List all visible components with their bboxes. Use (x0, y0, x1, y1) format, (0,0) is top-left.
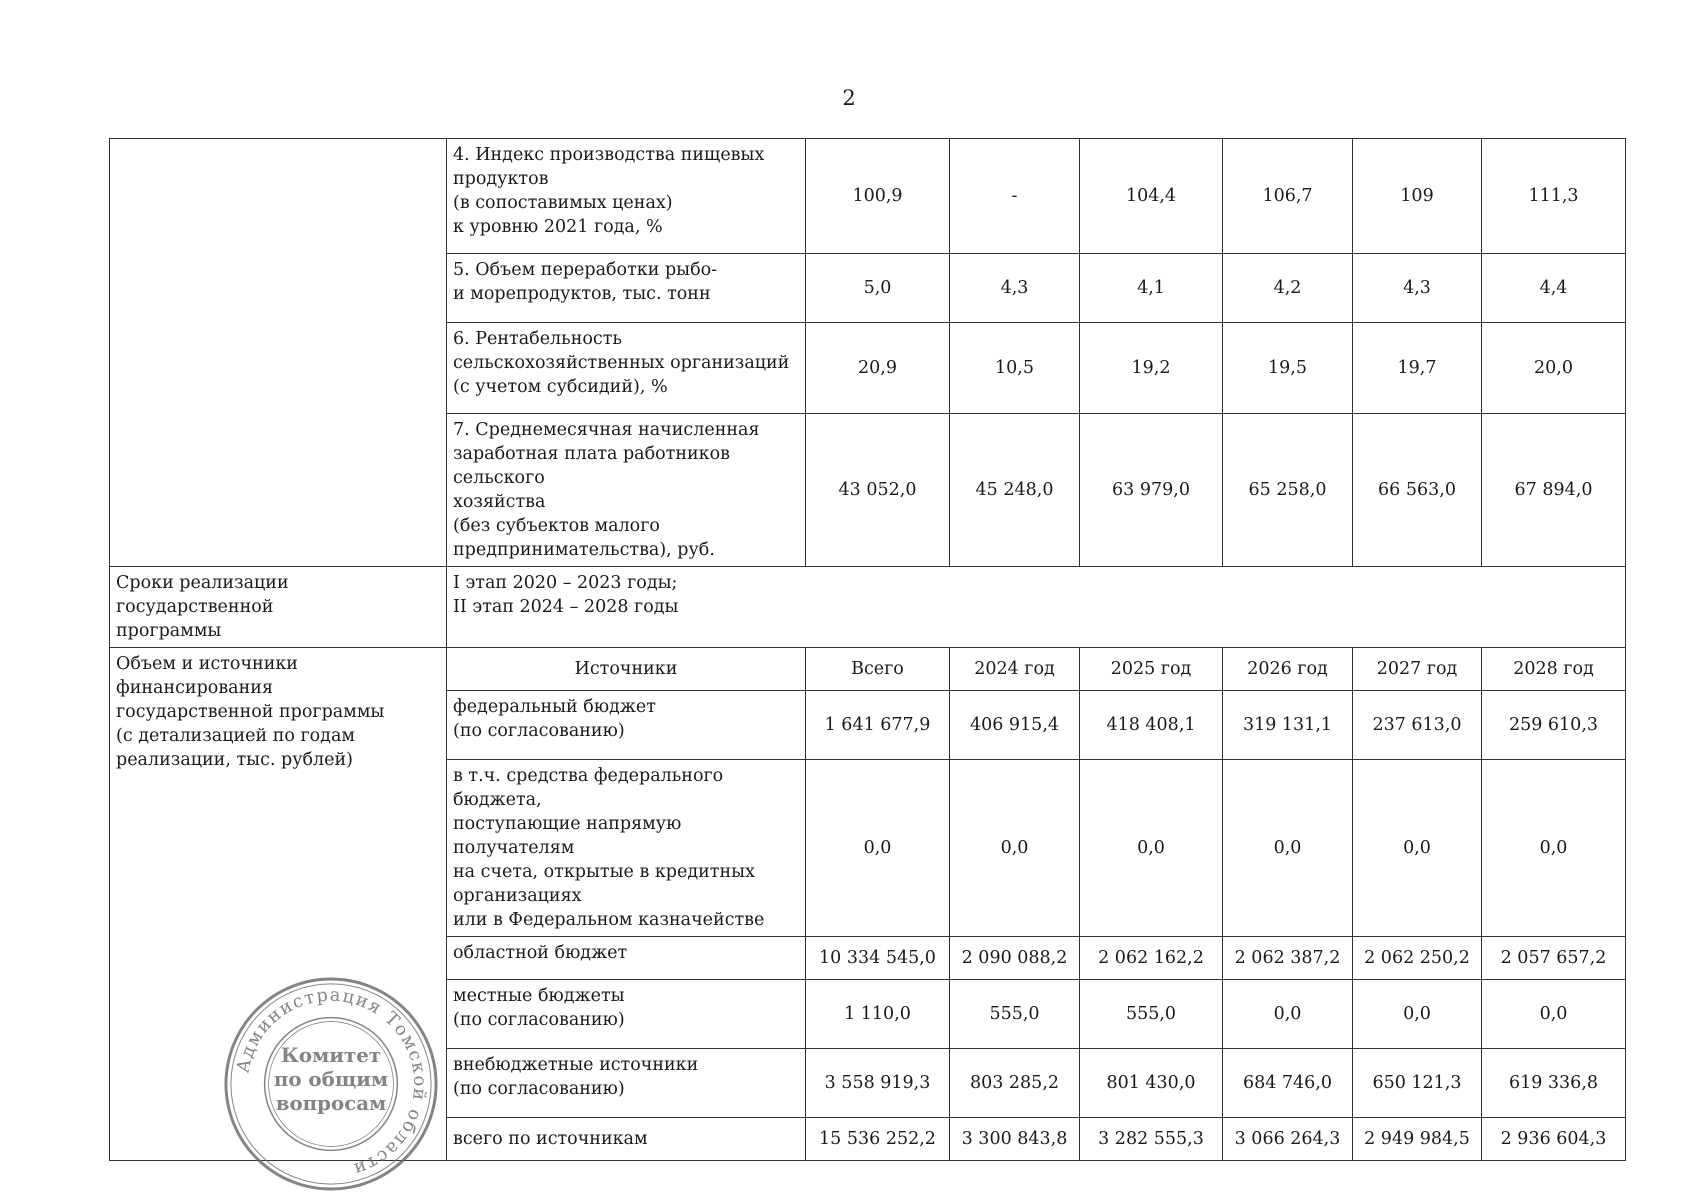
indicator-value: 4,3 (1353, 254, 1482, 323)
indicator-label: 5. Объем переработки рыбо- и морепродуктов, тыс. тонн (447, 254, 806, 323)
financing-value: 555,0 (950, 980, 1080, 1049)
indicator-value: 100,9 (806, 139, 950, 254)
indicator-value: 19,2 (1080, 323, 1223, 414)
indicator-value: 20,0 (1482, 323, 1626, 414)
indicators-empty-label (110, 139, 447, 567)
financing-value: 1 641 677,9 (806, 691, 950, 760)
indicator-value: 111,3 (1482, 139, 1626, 254)
indicator-value: 67 894,0 (1482, 414, 1626, 567)
source-label: областной бюджет (447, 937, 806, 980)
financing-value: 3 558 919,3 (806, 1049, 950, 1118)
page-number: 2 (842, 86, 856, 110)
column-header: Всего (806, 648, 950, 691)
indicator-label: 6. Рентабельность сельскохозяйственных организаций (с учетом субсидий), % (447, 323, 806, 414)
source-label: федеральный бюджет (по согласованию) (447, 691, 806, 760)
source-label: внебюджетные источники (по согласованию) (447, 1049, 806, 1118)
terms-row (110, 567, 1626, 648)
indicator-value: 4,4 (1482, 254, 1626, 323)
financing-value: 10 334 545,0 (806, 937, 950, 980)
terms-value: I этап 2020 – 2023 годы; II этап 2024 – 2028 годы (447, 567, 1626, 648)
financing-value: 3 066 264,3 (1223, 1118, 1353, 1161)
column-header: 2027 год (1353, 648, 1482, 691)
source-label: всего по источникам (447, 1118, 806, 1161)
financing-value: 555,0 (1080, 980, 1223, 1049)
financing-value: 0,0 (1482, 980, 1626, 1049)
financing-value: 259 610,3 (1482, 691, 1626, 760)
financing-value: 684 746,0 (1223, 1049, 1353, 1118)
financing-value: 803 285,2 (950, 1049, 1080, 1118)
indicator-label: 4. Индекс производства пищевых продуктов (в сопоставимых ценах) к уровню 2021 года, % (447, 139, 806, 254)
indicator-value: 4,2 (1223, 254, 1353, 323)
financing-value: 3 300 843,8 (950, 1118, 1080, 1161)
financing-value: 650 121,3 (1353, 1049, 1482, 1118)
column-header: 2026 год (1223, 648, 1353, 691)
indicator-value: 10,5 (950, 323, 1080, 414)
indicator-value: 4,1 (1080, 254, 1223, 323)
svg-text:Комитетпо общимвопросам: Комитет по общим вопросам (273, 1043, 389, 1115)
financing-value: 2 057 657,2 (1482, 937, 1626, 980)
financing-value: 418 408,1 (1080, 691, 1223, 760)
financing-value: 0,0 (1223, 760, 1353, 937)
financing-value: 15 536 252,2 (806, 1118, 950, 1161)
financing-value: 0,0 (1353, 980, 1482, 1049)
official-stamp (222, 975, 440, 1193)
indicator-value: - (950, 139, 1080, 254)
financing-value: 0,0 (1482, 760, 1626, 937)
terms-label: Сроки реализации государственной программы (110, 567, 447, 648)
financing-header-row (110, 648, 1626, 691)
financing-value: 2 062 162,2 (1080, 937, 1223, 980)
financing-value: 2 949 984,5 (1353, 1118, 1482, 1161)
financing-value: 0,0 (1353, 760, 1482, 937)
column-header: 2028 год (1482, 648, 1626, 691)
financing-value: 0,0 (950, 760, 1080, 937)
indicator-value: 66 563,0 (1353, 414, 1482, 567)
source-label: в т.ч. средства федерального бюджета, поступающие напрямую получателям на счета, открытые в кредитных организациях или в Федеральном казначействе (447, 760, 806, 937)
financing-value: 2 062 387,2 (1223, 937, 1353, 980)
indicator-value: 19,7 (1353, 323, 1482, 414)
financing-value: 1 110,0 (806, 980, 950, 1049)
indicator-value: 43 052,0 (806, 414, 950, 567)
financing-value: 237 613,0 (1353, 691, 1482, 760)
indicator-value: 106,7 (1223, 139, 1353, 254)
financing-value: 2 936 604,3 (1482, 1118, 1626, 1161)
financing-value: 3 282 555,3 (1080, 1118, 1223, 1161)
column-header: 2024 год (950, 648, 1080, 691)
financing-value: 619 336,8 (1482, 1049, 1626, 1118)
source-label: местные бюджеты (по согласованию) (447, 980, 806, 1049)
financing-label: Объем и источники финансирования государственной программы (с детализацией по годам реализации, тыс. рублей) (110, 648, 447, 1161)
indicator-value: 4,3 (950, 254, 1080, 323)
column-header: Источники (447, 648, 806, 691)
svg-text:Администрация Томской области: Администрация Томской области (232, 984, 431, 1181)
financing-value: 406 915,4 (950, 691, 1080, 760)
indicator-label: 7. Среднемесячная начисленная заработная плата работников сельского хозяйства (без субъектов малого предпринимательства), руб. (447, 414, 806, 567)
financing-value: 2 090 088,2 (950, 937, 1080, 980)
financing-value: 2 062 250,2 (1353, 937, 1482, 980)
column-header: 2025 год (1080, 648, 1223, 691)
indicator-value: 5,0 (806, 254, 950, 323)
indicator-value: 104,4 (1080, 139, 1223, 254)
financing-value: 0,0 (806, 760, 950, 937)
indicator-value: 109 (1353, 139, 1482, 254)
indicator-value: 45 248,0 (950, 414, 1080, 567)
financing-value: 801 430,0 (1080, 1049, 1223, 1118)
indicator-row (110, 139, 1626, 254)
indicator-value: 65 258,0 (1223, 414, 1353, 567)
financing-value: 0,0 (1080, 760, 1223, 937)
indicator-value: 19,5 (1223, 323, 1353, 414)
financing-value: 319 131,1 (1223, 691, 1353, 760)
indicator-value: 63 979,0 (1080, 414, 1223, 567)
indicator-value: 20,9 (806, 323, 950, 414)
financing-value: 0,0 (1223, 980, 1353, 1049)
